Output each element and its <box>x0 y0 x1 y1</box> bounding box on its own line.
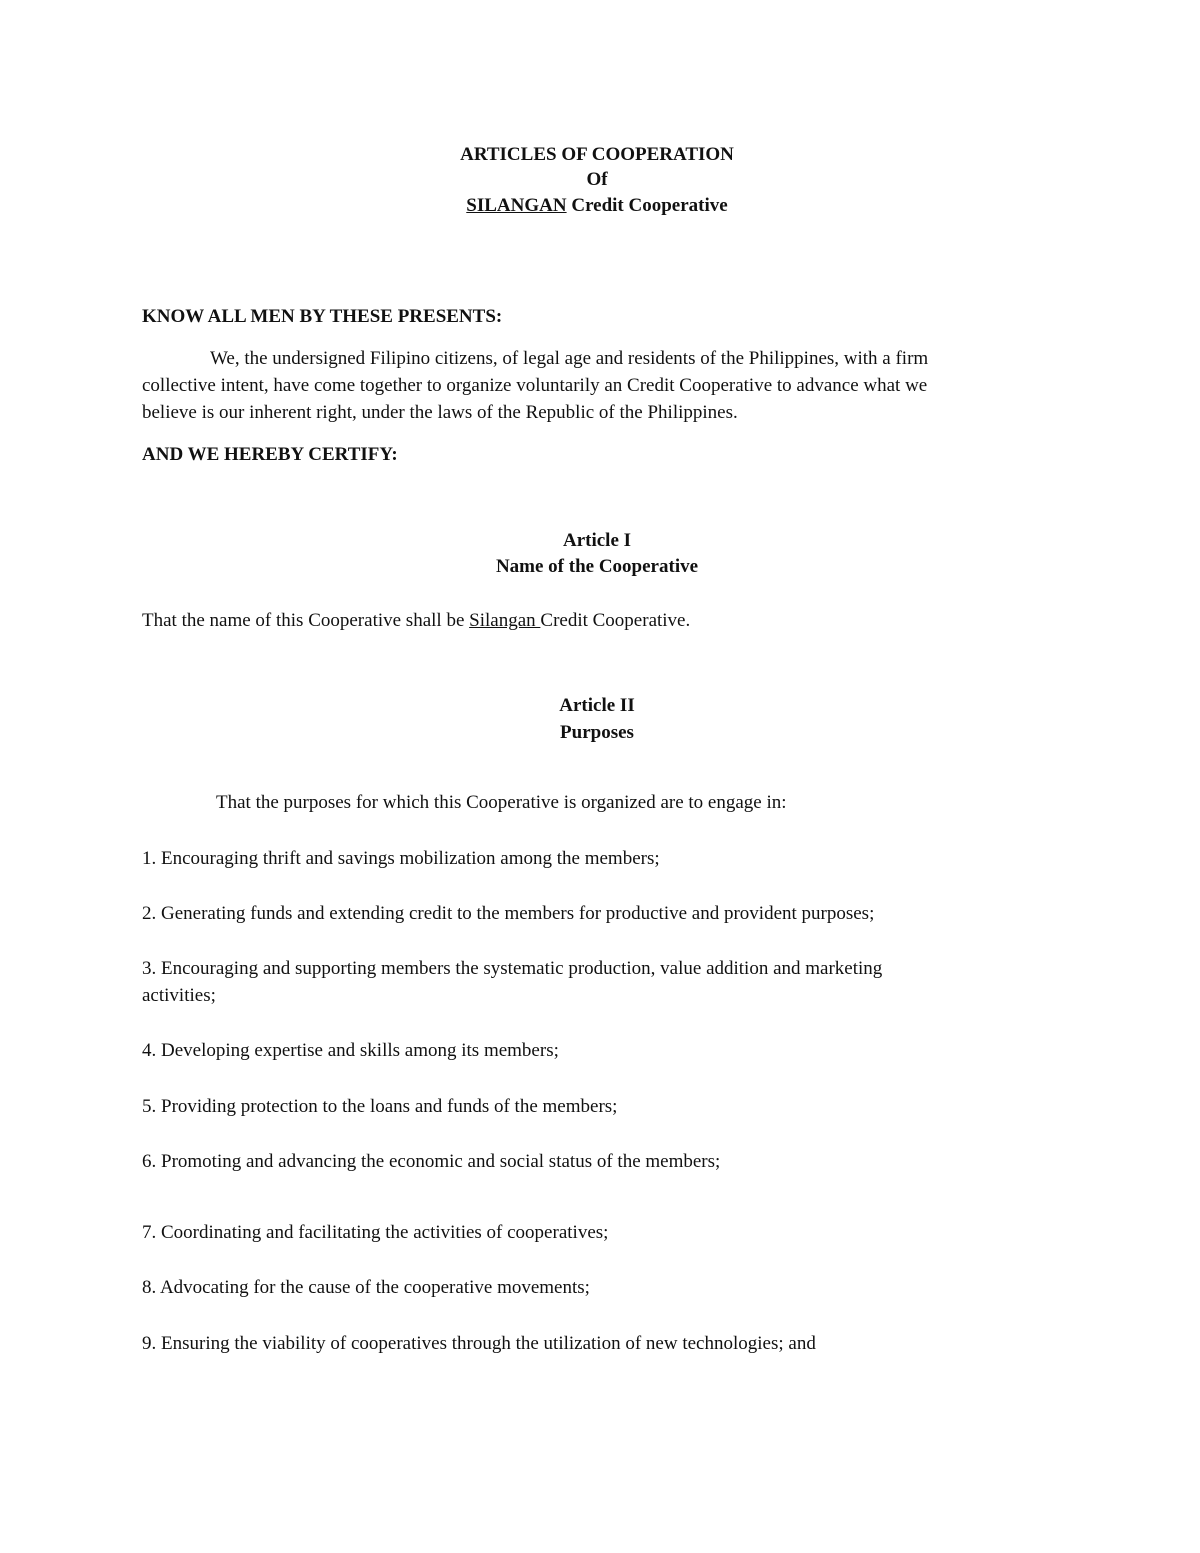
document-title: ARTICLES OF COOPERATION <box>460 144 734 165</box>
purpose-item: 4. Developing expertise and skills among its members; <box>142 1040 559 1061</box>
article-2-intro: That the purposes for which this Cooperative is organized are to engage in: <box>216 792 787 813</box>
certify-heading: AND WE HEREBY CERTIFY: <box>142 444 398 465</box>
article-1-heading: Name of the Cooperative <box>495 556 699 577</box>
purpose-item: 2. Generating funds and extending credit to the members for productive and provident purposes; <box>142 903 875 924</box>
article-1-text-before: That the name of this Cooperative shall be <box>142 610 470 631</box>
preamble-heading: KNOW ALL MEN BY THESE PRESENTS: <box>142 306 503 327</box>
purpose-item: 5. Providing protection to the loans and funds of the members; <box>142 1096 618 1117</box>
article-1-text <box>142 607 690 634</box>
preamble-line: We, the undersigned Filipino citizens, of legal age and residents of the Philippines, with a firm <box>210 348 929 369</box>
article-1-text-after: Credit Cooperative. <box>540 610 691 631</box>
cooperative-name-underlined: SILANGAN <box>466 195 567 216</box>
purpose-item: 3. Encouraging and supporting members the systematic production, value addition and marketing <box>142 958 883 979</box>
preamble-line: collective intent, have come together to organize voluntarily an Credit Cooperative to advance what we <box>142 375 928 396</box>
document-title-of: Of <box>586 169 608 190</box>
document-title-cooperative <box>0 192 1194 219</box>
purpose-item: 1. Encouraging thrift and savings mobilization among the members; <box>142 848 660 869</box>
title-suffix: Credit Cooperative <box>566 195 728 216</box>
article-1-number: Article I <box>562 530 632 551</box>
purpose-item: 7. Coordinating and facilitating the activities of cooperatives; <box>142 1222 609 1243</box>
cooperative-name-underlined: Silangan <box>469 610 541 631</box>
preamble-line: believe is our inherent right, under the laws of the Republic of the Philippines. <box>142 402 738 423</box>
purpose-item: 9. Ensuring the viability of cooperatives through the utilization of new technologies; and <box>142 1333 816 1354</box>
purpose-item: 8. Advocating for the cause of the cooperative movements; <box>142 1277 590 1298</box>
purpose-item: 6. Promoting and advancing the economic and social status of the members; <box>142 1151 721 1172</box>
article-2-number: Article II <box>559 695 635 716</box>
purpose-item-continuation: activities; <box>142 985 216 1006</box>
article-2-heading: Purposes <box>560 722 634 743</box>
